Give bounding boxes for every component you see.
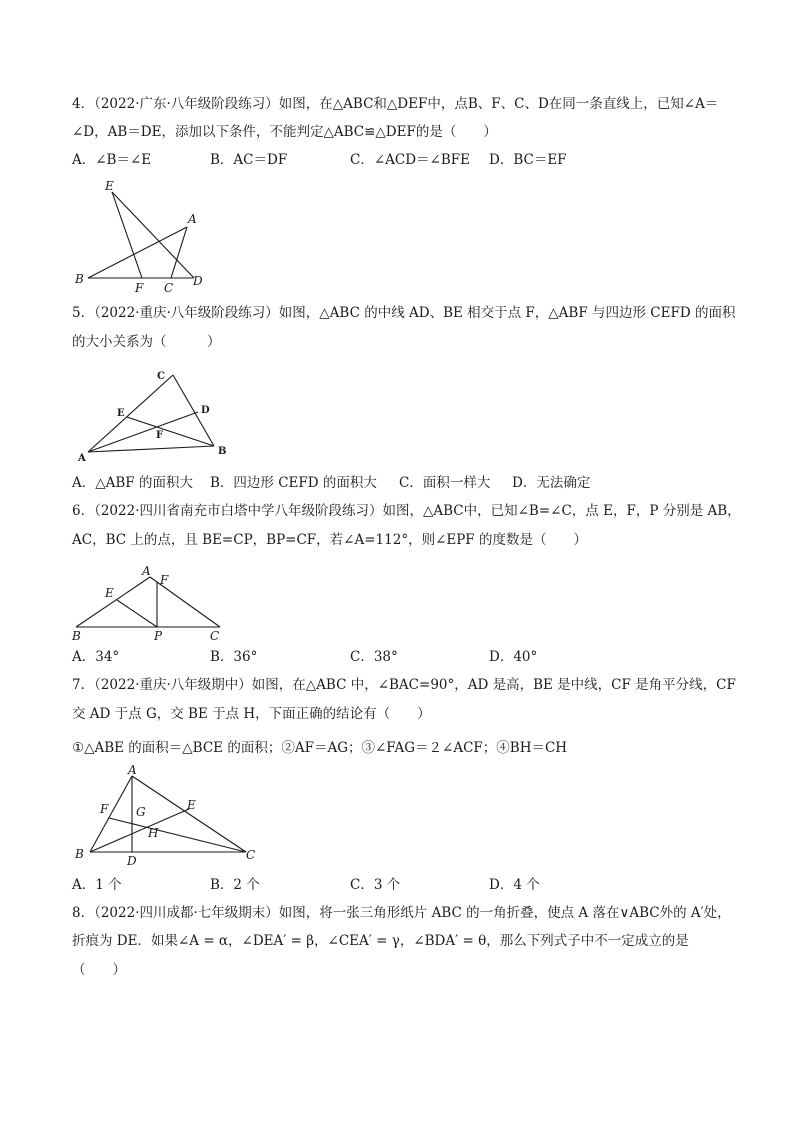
q7-option-b[interactable]: B．2 个 [210,877,260,893]
q5-seg-ab [88,446,214,452]
q5-option-d[interactable]: D．无法确定 [512,475,591,491]
q7-label-b: B [75,847,84,861]
q7-label-h: H [148,826,159,840]
q6-figure [70,560,230,645]
q5-label-d: D [201,405,210,416]
q5-text-line-1: 5．（2022·重庆·八年级阶段练习）如图，△ABC 的中线 AD、BE 相交于点 F，△ABF 与四边形 CEFD 的面积 [72,305,736,321]
q5-label-c: C [157,371,165,382]
q4-seg-ac [171,227,187,278]
q6-option-b[interactable]: B．36° [210,649,258,665]
q5-label-e: E [117,408,125,419]
q4-label-a: A [188,212,197,226]
q7-text-line-3: ①△ABE 的面积＝△BCE 的面积；②AF＝AG；③∠FAG＝２∠ACF；④BH＝CH [72,740,568,756]
q7-label-g: G [136,805,146,819]
q6-seg-ba [76,577,150,627]
q7-option-a[interactable]: A．1 个 [72,877,122,893]
q7-label-a: A [128,763,137,777]
q5-seg-ad [88,412,198,452]
q7-label-e: E [187,798,196,812]
q7-text-line-2: 交 AD 于点 G，交 BE 于点 H，下面正确的结论有（ ） [72,706,431,722]
q8-text-line-3: （ ） [72,962,126,978]
q7-option-d[interactable]: D．4 个 [489,877,540,893]
q7-text-line-1: 7．（2022·重庆·八年级期中）如图，在△ABC 中，∠BAC=90°，AD 是高，BE 是中线，CF 是角平分线，CF [72,677,736,693]
q6-label-e: E [105,586,114,600]
q7-label-f: F [100,802,109,816]
q5-option-c[interactable]: C．面积一样大 [399,475,491,491]
q5-option-a[interactable]: A．△ABF 的面积大 [72,475,193,491]
q5-option-b[interactable]: B．四边形 CEFD 的面积大 [210,475,377,491]
q4-label-e: E [105,179,114,193]
q6-label-a: A [142,564,151,578]
q7-figure [70,764,270,874]
q6-text-line-1: 6．（2022·四川省南充市白塔中学八年级阶段练习）如图，△ABC中，已知∠B=∠C，点 E，F，P 分别是 AB， [72,503,741,519]
q4-option-a[interactable]: A．∠B＝∠E [72,152,152,168]
q8-text-line-1: 8．（2022·四川成都·七年级期末）如图，将一张三角形纸片 ABC 的一角折叠，使点 A 落在∨ABC外的 A′处， [72,905,731,921]
q4-seg-ef [112,192,142,278]
q5-figure [70,366,240,466]
q4-label-d: D [193,274,203,288]
q4-seg-ed [112,192,194,278]
q6-label-c: C [210,629,220,643]
q4-figure [70,175,220,295]
q7-label-c: C [246,848,256,862]
q5-label-f: F [156,430,164,441]
q6-label-b: B [72,629,81,643]
q5-label-b: B [218,446,227,457]
q4-label-c: C [164,281,174,295]
q4-seg-ab [88,227,187,278]
q4-text-line-1: 4．（2022·广东·八年级阶段练习）如图，在△ABC和△DEF中，点B、F、C、D在同一条直线上，已知∠A＝ [72,96,719,112]
q4-option-d[interactable]: D．BC＝EF [489,152,567,168]
q5-label-a: A [78,453,86,464]
q7-seg-ca [132,776,246,852]
q5-text-line-2: 的大小关系为（ ） [72,334,221,350]
q6-label-f: F [160,573,169,587]
q4-label-f: F [135,281,144,295]
q4-option-c[interactable]: C．∠ACD＝∠BFE [350,152,470,168]
q8-text-line-2: 折痕为 DE．如果∠A = α，∠DEA′ = β，∠CEA′ = γ，∠BDA′ = θ，那么下列式子中不一定成立的是 [72,933,689,949]
q4-text-line-2: ∠D，AB＝DE，添加以下条件，不能判定△ABC≌△DEF的是（ ） [72,124,497,140]
q6-text-line-2: AC，BC 上的点，且 BE=CP，BP=CF，若∠A=112°，则∠EPF 的度数是（ ） [72,532,587,548]
q4-label-b: B [75,272,84,286]
q6-option-c[interactable]: C．38° [350,649,398,665]
q7-seg-ab [90,776,132,852]
q5-seg-be [127,417,214,446]
q6-option-d[interactable]: D．40° [489,649,538,665]
q4-option-b[interactable]: B．AC＝DF [210,152,288,168]
q6-option-a[interactable]: A．34° [72,649,120,665]
q7-label-d: D [127,854,137,868]
q7-option-c[interactable]: C．3 个 [350,877,401,893]
q6-label-p: P [154,629,163,643]
q6-seg-ep [117,600,157,627]
